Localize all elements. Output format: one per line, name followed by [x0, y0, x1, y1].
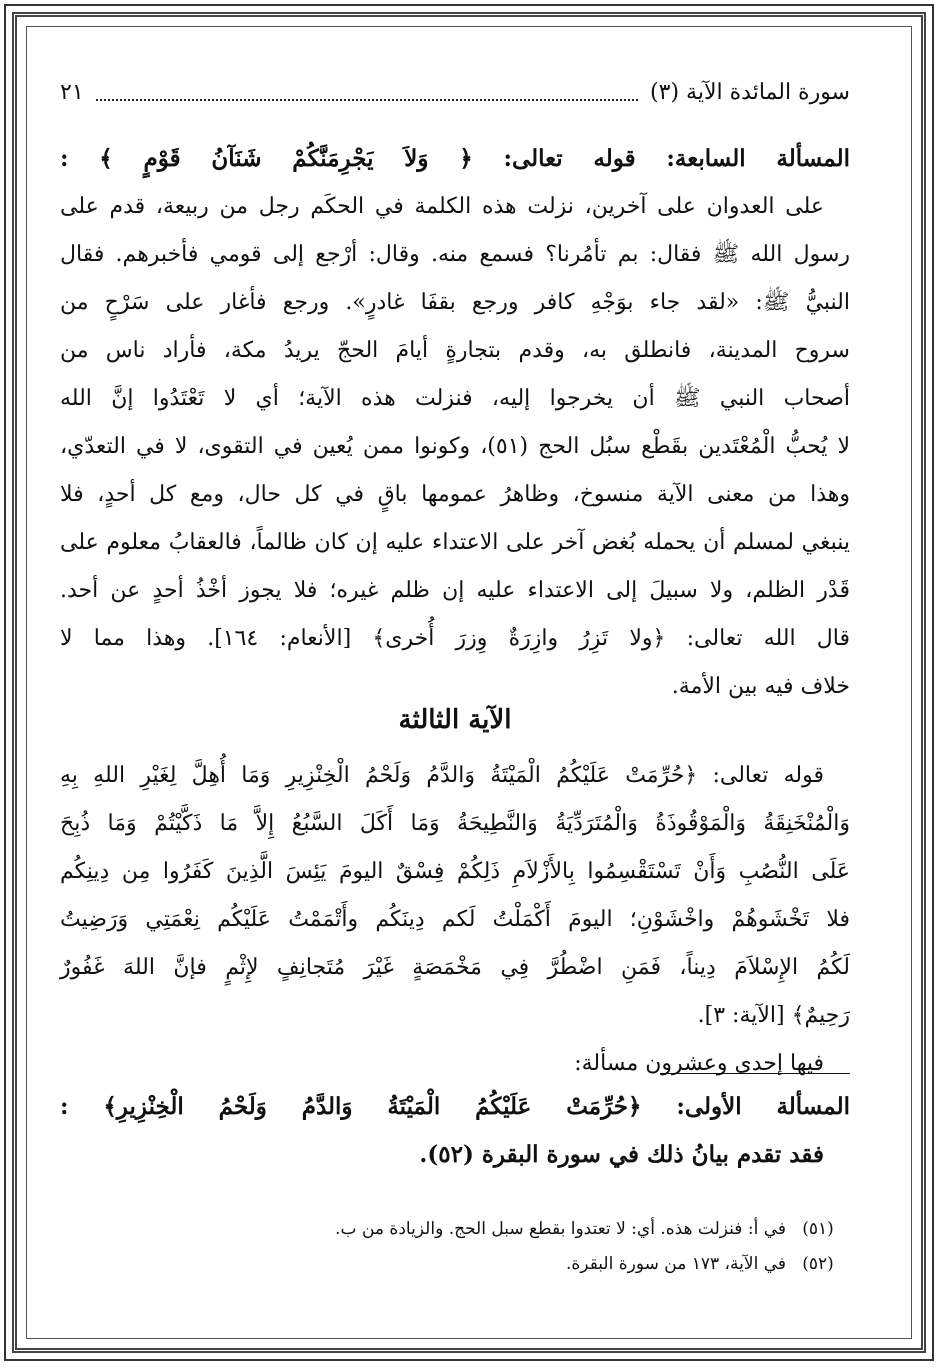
text-line: وَالْمُنْخَنِقَةُ وَالْمَوْقُوذَةُ وَالْمُتَرَدِّيَةُ وَالنَّطِيحَةُ وَمَا أَكَلَ السَّبُعُ إِلاَّ مَا ذَكَّيْتُمْ وَمَا ذُبِحَ	[60, 811, 850, 836]
text-line: لَكُمُ الإِسْلاَمَ دِيناً، فَمَنِ اضْطُرَّ فِي مَخْمَصَةٍ غَيْرَ مُتَجانِفٍ لإِثْمٍ فإنَّ اللهَ غَفُورٌ	[60, 955, 850, 980]
text-line: رسول الله ﷺ فقال: بم تأمُرنا؟ فسمع منه. وقال: أرْجع إلى قومي فأخبرهم. فقال	[60, 242, 851, 267]
text-line: على العدوان على آخرين، نزلت هذه الكلمة في الحكَم رجل من ربيعة، قدم على	[60, 194, 824, 219]
footnote-text: في أ: فنزلت هذه. أي: لا تعتدوا بقطع سبل الحج. والزيادة من ب.	[335, 1219, 786, 1239]
footnote	[60, 1215, 850, 1243]
header-leader-dots	[96, 83, 638, 101]
footnote	[60, 1250, 850, 1278]
text-line: ينبغي لمسلم أن يحمله بُغض آخر على الاعتداء عليه إن كان ظالماً، فالعقابُ معلوم على	[60, 530, 850, 555]
text-line: سروح المدينة، فانطلق به، وقدم بتجارةٍ أيامَ الحجّ يريدُ مكة، فأراد ناس من	[60, 338, 850, 363]
question-heading-line: فقد تقدم بيانُ ذلك في سورة البقرة (٥٢).	[419, 1141, 824, 1168]
text-line: رَحِيمٌ﴾ [الآية: ٣].	[697, 1003, 850, 1028]
page-number: ٢١	[60, 79, 84, 105]
page-content	[60, 60, 850, 1310]
text-line: عَلَى النُّصُبِ وَأَنْ تَسْتَقْسِمُوا بِالأَزْلاَمِ ذَلِكُمْ فِسْقٌ اليومَ يَئِسَ الَّذِينَ كَفَرُوا مِن دِينِكُم	[60, 859, 850, 884]
footnote-text: في الآية، ١٧٣ من سورة البقرة.	[566, 1254, 786, 1274]
text-line: خلاف فيه بين الأمة.	[671, 674, 850, 699]
section-heading: الآية الثالثة	[398, 705, 512, 735]
question-heading-line: المسألة السابعة: قوله تعالى: ﴿ وَلاَ يَجْرِمَنَّكُمْ شَنَآنُ قَوْمٍ ﴾ :	[60, 145, 850, 172]
text-line: قَدْر الظلم، ولا سبيلَ إلى الاعتداء عليه إن ظلم غيره؛ فلا يجوز أخْذُ أحدٍ عن أحد.	[60, 578, 850, 603]
text-line: قوله تعالى: ﴿حُرِّمَتْ عَلَيْكُمُ الْمَيْتَةُ وَالدَّمُ وَلَحْمُ الْخِنْزِيرِ وَمَا أُهِلَّ لِغَيْرِ اللهِ بِهِ	[60, 763, 824, 788]
question-heading-line: المسألة الأولى: ﴿حُرِّمَتْ عَلَيْكُمُ الْمَيْتَةُ وَالدَّمُ وَلَحْمُ الْخِنْزِيرِ﴾ :	[60, 1093, 850, 1120]
text-line: فلا تَخْشَوهُمْ واخْشَوْنِ؛ اليومَ أَكْمَلْتُ لَكم دِينَكُم وأَتْمَمْتُ عَلَيْكُم نِعْمَتِي وَرَضِيتُ	[60, 907, 850, 932]
text-line: قال الله تعالى: ﴿ولا تَزِرُ وازِرَةٌ وِزرَ أُخرى﴾ [الأنعام: ١٦٤]. وهذا مما لا	[60, 626, 850, 651]
text-line: لا يُحبُّ الْمُعْتَدين بقَطْع سبُل الحج (٥١)، وكونوا ممن يُعين في التقوى، لا في التعدّي،	[60, 434, 850, 459]
text-line: النبيُّ ﷺ: «لقد جاء بوَجْهِ كافر ورجع بقفَا غادرٍ». ورجع فأغار على سَرْحٍ من	[60, 290, 850, 315]
footnote-number: (٥١)	[802, 1219, 834, 1239]
footnote-separator	[660, 1073, 850, 1074]
footnote-number: (٥٢)	[802, 1254, 834, 1274]
text-line: فيها إحدى وعشرون مسألة:	[574, 1051, 824, 1076]
header-title: سورة المائدة الآية (٣)	[650, 79, 850, 105]
text-line: أصحاب النبي ﷺ أن يخرجوا إليه، فنزلت هذه الآية؛ أي لا تَعْتَدُوا إنَّ الله	[60, 386, 850, 411]
text-line: وهذا من معنى الآية منسوخ، وظاهرُ عمومها باقٍ في كل حال، ومع كل أحدٍ، فلا	[60, 482, 850, 507]
running-header	[60, 75, 850, 109]
